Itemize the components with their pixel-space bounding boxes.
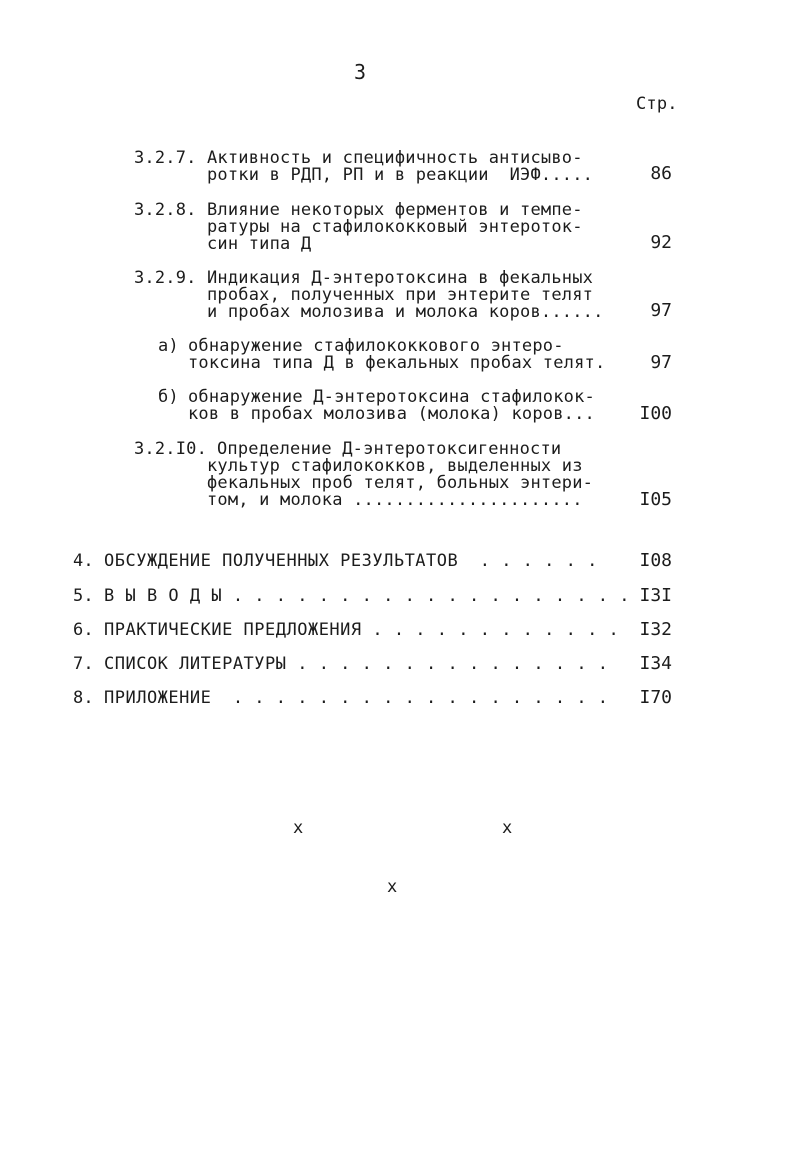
- chapter-page: I08: [639, 550, 672, 571]
- end-mark: х: [387, 877, 398, 897]
- entry-page: 97: [650, 300, 672, 321]
- chapter-page: I32: [639, 619, 672, 640]
- entry-number: 3.2.9.: [134, 268, 197, 288]
- chapter-number: 4.: [73, 551, 94, 571]
- chapter-title: ПРАКТИЧЕСКИЕ ПРЕДЛОЖЕНИЯ . . . . . . . . . . . .: [104, 620, 620, 640]
- entry-number: 3.2.I0.: [134, 439, 208, 459]
- entry-page: 92: [650, 232, 672, 253]
- entry-line: Влияние некоторых ферментов и темпе-: [207, 200, 583, 220]
- entry-line: ротки в РДП, РП и в реакции ИЭФ.....: [207, 165, 594, 185]
- entry-line: культур стафилококков, выделенных из: [207, 456, 583, 476]
- page-number: 3: [354, 60, 367, 84]
- chapter-page: I34: [639, 653, 672, 674]
- chapter-title: В Ы В О Д Ы . . . . . . . . . . . . . . . . . . .: [104, 586, 631, 606]
- entry-line: ков в пробах молозива (молока) коров...: [188, 404, 595, 424]
- chapter-page: I3I: [639, 585, 672, 606]
- chapter-title: ОБСУЖДЕНИЕ ПОЛУЧЕННЫХ РЕЗУЛЬТАТОВ . . . . . .: [104, 551, 598, 571]
- end-mark: х: [502, 818, 513, 838]
- chapter-number: 8.: [73, 688, 94, 708]
- entry-number: 3.2.7.: [134, 148, 197, 168]
- entry-line: син типа Д: [207, 234, 312, 254]
- entry-line: фекальных проб телят, больных энтери-: [207, 473, 594, 493]
- entry-page: 86: [650, 163, 672, 184]
- entry-line: пробах, полученных при энтерите телят: [207, 285, 594, 305]
- entry-line: том, и молока ......................: [207, 490, 583, 510]
- entry-line: Активность и специфичность антисыво-: [207, 148, 583, 168]
- entry-line: токсина типа Д в фекальных пробах телят.: [188, 353, 606, 373]
- chapter-title: ПРИЛОЖЕНИЕ . . . . . . . . . . . . . . . . . .: [104, 688, 609, 708]
- chapter-number: 6.: [73, 620, 94, 640]
- entry-number: 3.2.8.: [134, 200, 197, 220]
- end-mark: х: [293, 818, 304, 838]
- chapter-number: 7.: [73, 654, 94, 674]
- entry-line: Определение Д-энтеротоксигенности: [217, 439, 562, 459]
- entry-line: обнаружение Д-энтеротоксина стафилокок-: [188, 387, 595, 407]
- entry-number: б): [158, 387, 179, 407]
- entry-line: и пробах молозива и молока коров......: [207, 302, 604, 322]
- entry-page: I05: [639, 489, 672, 510]
- entry-line: обнаружение стафилококкового энтеро-: [188, 336, 564, 356]
- page-column-label: Стр.: [636, 94, 678, 114]
- entry-number: а): [158, 336, 179, 356]
- chapter-title: СПИСОК ЛИТЕРАТУРЫ . . . . . . . . . . . . . . .: [104, 654, 609, 674]
- entry-page: I00: [639, 403, 672, 424]
- entry-line: ратуры на стафилококковый энтероток-: [207, 217, 583, 237]
- chapter-page: I70: [639, 687, 672, 708]
- entry-page: 97: [650, 352, 672, 373]
- entry-line: Индикация Д-энтеротоксина в фекальных: [207, 268, 594, 288]
- chapter-number: 5.: [73, 586, 94, 606]
